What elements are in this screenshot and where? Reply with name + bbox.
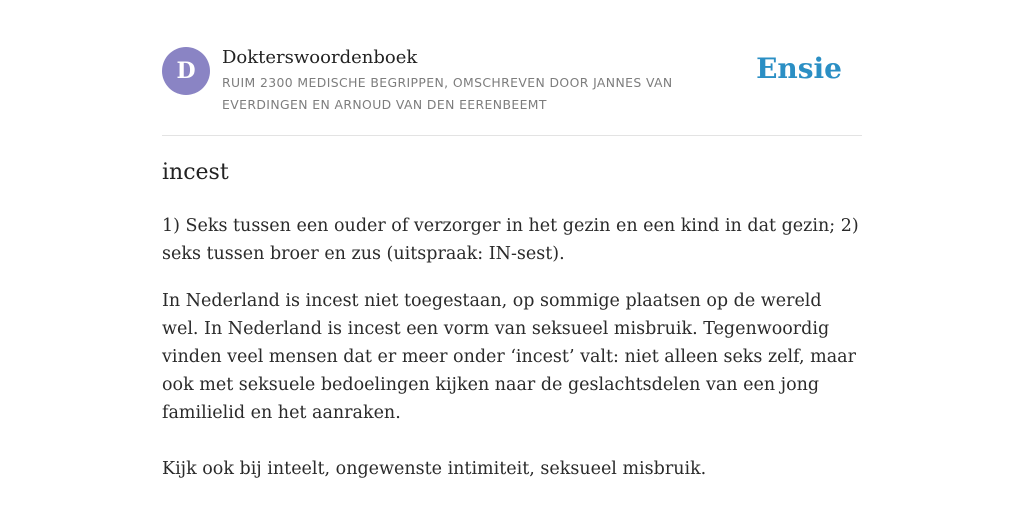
- ensie-logo[interactable]: Ensie: [756, 52, 842, 85]
- dictionary-avatar[interactable]: D: [162, 47, 210, 95]
- entry-explanation: In Nederland is incest niet toegestaan, op sommige plaatsen op de wereld wel. In Nederland is incest een vorm van seksueel misbruik. Tegenwoordig vinden veel mensen dat er meer onder ‘incest’ valt: niet alleen seks zelf, maar ook met seksuele bedoelingen kijken naar de geslachtsdelen van een jong familielid en het aanraken.: [162, 291, 856, 423]
- entry-see-also: Kijk ook bij inteelt, ongewenste intimiteit, seksueel misbruik.: [162, 459, 707, 479]
- dictionary-title[interactable]: Dokterswoordenboek: [222, 47, 418, 68]
- dictionary-header: [162, 0, 862, 136]
- entry-term: incest: [162, 160, 229, 185]
- entry-definition: 1) Seks tussen een ouder of verzorger in het gezin en een kind in dat gezin; 2) seks tussen broer en zus (uitspraak: IN-sest).: [162, 216, 859, 264]
- dictionary-entry-page: [162, 0, 862, 479]
- dictionary-subtitle: RUIM 2300 MEDISCHE BEGRIPPEN, OMSCHREVEN DOOR JANNES VAN EVERDINGEN EN ARNOUD VAN DEN EERENBEEMT: [222, 75, 673, 112]
